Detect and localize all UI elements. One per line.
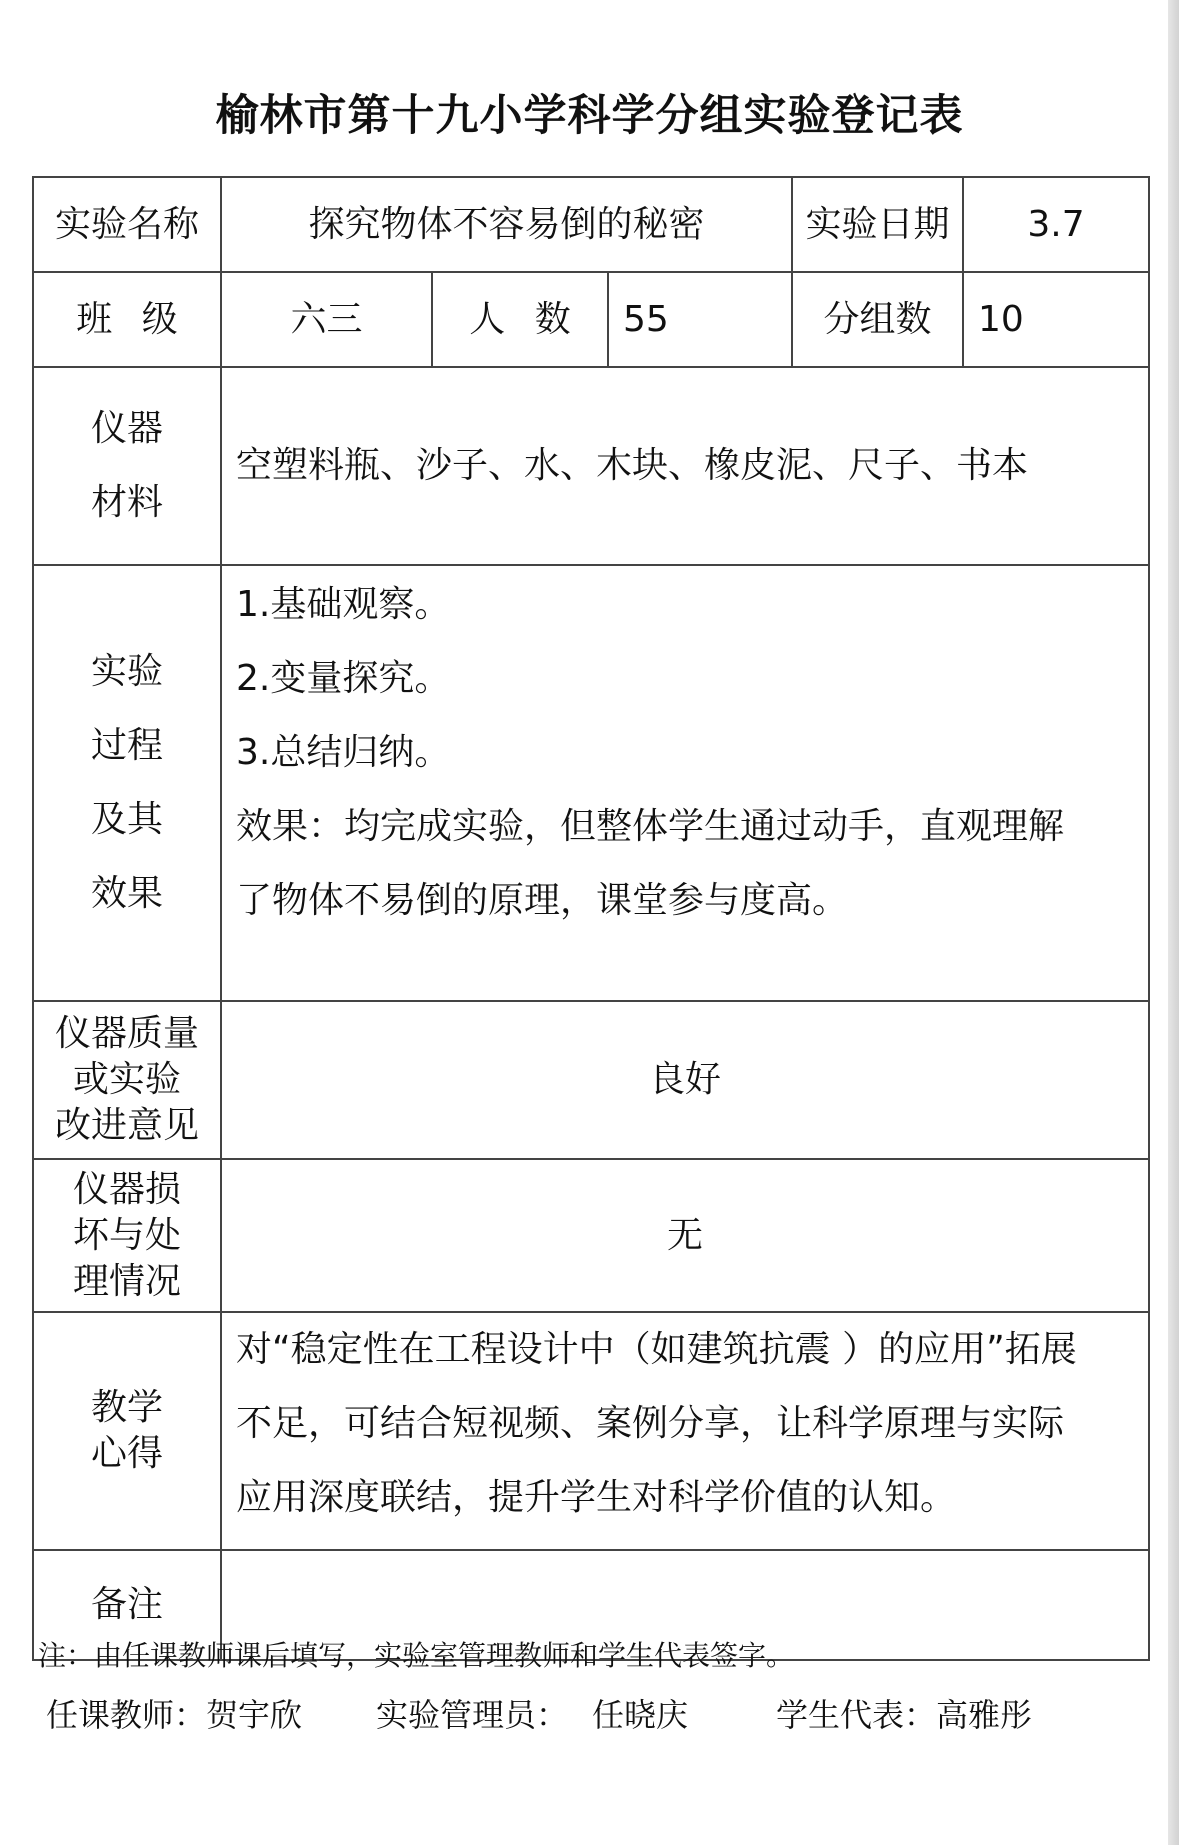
quality-label-line: 或实验 [72, 1059, 181, 1100]
process-label-line: 实验 [90, 651, 163, 692]
materials-value: 空塑料瓶、沙子、水、木块、橡皮泥、尺子、书本 [221, 367, 1149, 565]
reflection-content [221, 1312, 1149, 1550]
materials-label [33, 367, 221, 565]
experiment-name-label: 实验名称 [33, 177, 221, 272]
quality-label-line: 仪器质量 [54, 1013, 199, 1054]
damage-label-line: 坏与处 [72, 1214, 181, 1256]
row-reflection [33, 1312, 1149, 1550]
process-label-line: 及其 [90, 799, 163, 840]
registration-table [32, 176, 1150, 1661]
row-class-info [33, 272, 1149, 367]
class-label: 班 级 [33, 272, 221, 367]
remarks-label: 备注 [33, 1550, 221, 1660]
row-quality [33, 1001, 1149, 1159]
process-label [33, 565, 221, 1001]
lab-manager-label: 实验管理员： [376, 1696, 569, 1734]
lab-manager-name: 任晓庆 [592, 1696, 689, 1734]
process-label-line: 过程 [90, 725, 163, 766]
teacher-signature: 任课教师：贺宇欣 [46, 1696, 303, 1734]
process-line: 1.基础观察。 [236, 584, 451, 625]
experiment-date-value: 3.7 [963, 177, 1149, 272]
group-count-value: 10 [963, 272, 1149, 367]
process-line: 2.变量探究。 [236, 658, 451, 699]
row-damage [33, 1159, 1149, 1312]
reflection-line: 不足，可结合短视频、案例分享，让科学原理与实际 [236, 1403, 1065, 1444]
reflection-line: 应用深度联结，提升学生对科学价值的认知。 [236, 1477, 957, 1518]
damage-value: 无 [221, 1159, 1149, 1312]
materials-label-line: 材料 [90, 482, 163, 523]
materials-label-line: 仪器 [90, 408, 163, 449]
reflection-label-line: 教学 [90, 1387, 163, 1428]
quality-label [33, 1001, 221, 1159]
experiment-date-label: 实验日期 [792, 177, 963, 272]
footer-note: 注：由任课教师课后填写，实验室管理教师和学生代表签字。 [38, 1639, 795, 1672]
damage-label [33, 1159, 221, 1312]
process-line: 了物体不易倒的原理，课堂参与度高。 [236, 880, 849, 921]
class-value: 六三 [221, 272, 432, 367]
row-experiment-name [33, 177, 1149, 272]
student-count-label: 人 数 [432, 272, 608, 367]
experiment-name-value: 探究物体不容易倒的秘密 [221, 177, 792, 272]
process-line: 3.总结归纳。 [236, 732, 451, 773]
quality-value: 良好 [221, 1001, 1149, 1159]
row-materials [33, 367, 1149, 565]
process-label-line: 效果 [90, 873, 163, 914]
reflection-line: 对“稳定性在工程设计中（如建筑抗震 ）的应用”拓展 [236, 1329, 1077, 1370]
page-edge-shadow [1168, 0, 1179, 1845]
student-representative: 学生代表：高雅彤 [776, 1696, 1033, 1734]
student-count-value: 55 [608, 272, 792, 367]
process-content [221, 565, 1149, 1001]
quality-label-line: 改进意见 [54, 1105, 199, 1146]
reflection-label [33, 1312, 221, 1550]
group-count-label: 分组数 [792, 272, 963, 367]
damage-label-line: 理情况 [72, 1260, 181, 1302]
document-title: 榆林市第十九小学科学分组实验登记表 [215, 91, 964, 141]
row-process [33, 565, 1149, 1001]
process-line: 效果：均完成实验，但整体学生通过动手，直观理解 [236, 806, 1065, 847]
damage-label-line: 仪器损 [72, 1168, 181, 1210]
reflection-label-line: 心得 [90, 1433, 163, 1474]
